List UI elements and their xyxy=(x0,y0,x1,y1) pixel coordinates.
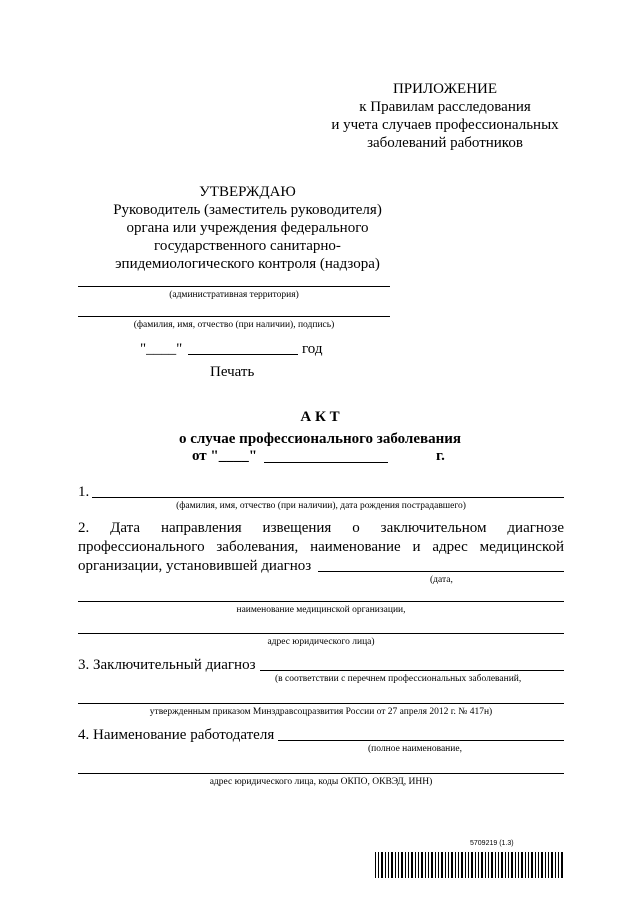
field3-hint2: утвержденным приказом Минздравсоцразвития России от 27 апреля 2012 г. № 417н) xyxy=(149,707,493,717)
barcode-bar xyxy=(425,852,426,878)
barcode-bar xyxy=(555,852,556,878)
act-title: А К Т xyxy=(300,409,340,425)
barcode-bar xyxy=(405,852,406,878)
barcode-bar xyxy=(378,852,379,878)
barcode-bar xyxy=(541,852,543,878)
field2-date-line[interactable] xyxy=(318,571,564,572)
barcode-bar xyxy=(475,852,476,878)
barcode-bar xyxy=(431,852,433,878)
act-subtitle: о случае профессионального заболевания xyxy=(178,431,461,447)
appendix-title: ПРИЛОЖЕНИЕ xyxy=(392,81,498,97)
barcode-bar xyxy=(548,852,549,878)
field2-hint-address: адрес юридического лица) xyxy=(267,637,375,647)
field2-hint-org: наименование медицинской организации, xyxy=(236,605,406,615)
field3-hint1: (в соответствии с перечнем профессиональных заболеваний, xyxy=(275,674,522,684)
barcode-bar xyxy=(465,852,466,878)
barcode-bar xyxy=(401,852,403,878)
barcode-bar xyxy=(501,852,503,878)
barcode-bar xyxy=(538,852,539,878)
field3-diagnosis-line[interactable] xyxy=(260,670,564,671)
barcode-bar xyxy=(558,852,559,878)
barcode-bar xyxy=(441,852,443,878)
signature-line[interactable] xyxy=(78,316,390,317)
signature-hint: (фамилия, имя, отчество (при наличии), подпись) xyxy=(133,320,335,330)
approve-block xyxy=(80,183,415,273)
barcode-bar xyxy=(488,852,489,878)
barcode-bar xyxy=(521,852,523,878)
barcode-bar xyxy=(391,852,393,878)
barcode-bar xyxy=(528,852,529,878)
barcode-bar xyxy=(511,852,513,878)
barcode-bar xyxy=(421,852,423,878)
barcode-bar xyxy=(551,852,553,878)
field4-employer-line[interactable] xyxy=(278,740,564,741)
approve-line: органа или учреждения федерального xyxy=(126,220,369,236)
barcode-bar xyxy=(531,852,533,878)
approve-title: УТВЕРЖДАЮ xyxy=(199,184,296,200)
appendix-block xyxy=(330,80,560,152)
barcode-bar xyxy=(411,852,413,878)
barcode-bar xyxy=(518,852,519,878)
barcode-bar xyxy=(485,852,486,878)
barcode-bar xyxy=(458,852,459,878)
territory-line[interactable] xyxy=(78,286,390,287)
field2-text-line3: организации, установившей диагноз xyxy=(78,558,312,574)
field1-line[interactable] xyxy=(92,497,564,498)
field2-text-line1: 2. Дата направления извещения о заключительном диагнозе xyxy=(78,520,564,536)
barcode-bar xyxy=(535,852,536,878)
field4-address-line[interactable] xyxy=(78,773,564,774)
barcode-bar xyxy=(481,852,483,878)
appendix-line: и учета случаев профессиональных xyxy=(331,117,559,133)
field3-label: 3. Заключительный диагноз xyxy=(78,657,256,673)
field1-hint: (фамилия, имя, отчество (при наличии), дата рождения пострадавшего) xyxy=(176,501,466,511)
barcode-bar xyxy=(461,852,463,878)
barcode-bar xyxy=(545,852,546,878)
barcode-bar xyxy=(438,852,439,878)
barcode-bar xyxy=(388,852,389,878)
barcode-bar xyxy=(385,852,386,878)
barcode-bar xyxy=(478,852,479,878)
approve-line: Руководитель (заместитель руководителя) xyxy=(113,202,382,218)
field1-number: 1. xyxy=(78,484,90,500)
appendix-line: к Правилам расследования xyxy=(359,99,531,115)
barcode-bar xyxy=(455,852,456,878)
field2-hint-date: (дата, xyxy=(430,575,453,585)
barcode-bar xyxy=(448,852,449,878)
approve-date-day: "____" xyxy=(140,341,183,357)
barcode-bar xyxy=(451,852,453,878)
barcode-bar xyxy=(381,852,383,878)
barcode-bar xyxy=(468,852,469,878)
barcode-bar xyxy=(375,852,376,878)
field2-address-line[interactable] xyxy=(78,633,564,634)
approve-line: государственного санитарно- xyxy=(154,238,341,254)
barcode-bar xyxy=(418,852,419,878)
barcode-bar xyxy=(445,852,446,878)
field3-line2[interactable] xyxy=(78,703,564,704)
barcode-bar xyxy=(508,852,509,878)
act-date-day: от "____" xyxy=(192,448,258,464)
barcode-bar xyxy=(408,852,409,878)
barcode-bar xyxy=(428,852,429,878)
barcode-bar xyxy=(435,852,436,878)
appendix-line: заболеваний работников xyxy=(367,135,523,151)
barcode-bar xyxy=(495,852,496,878)
field2-text-line2: профессионального заболевания, наименование и адрес медицинской xyxy=(78,539,564,555)
barcode-image xyxy=(375,852,565,878)
barcode-code: 5709219 (1.3) xyxy=(470,840,514,847)
approve-date-year: год xyxy=(302,341,323,357)
seal-label: Печать xyxy=(210,364,255,380)
act-date-line[interactable] xyxy=(264,462,388,463)
barcode-bar xyxy=(491,852,493,878)
barcode-bar xyxy=(525,852,526,878)
barcode-bar xyxy=(498,852,499,878)
approve-date-line[interactable] xyxy=(188,354,298,355)
field4-hint1: (полное наименование, xyxy=(368,744,462,754)
approve-line: эпидемиологического контроля (надзора) xyxy=(115,256,380,272)
barcode-bar xyxy=(515,852,516,878)
field4-label: 4. Наименование работодателя xyxy=(78,727,275,743)
barcode-bar xyxy=(398,852,399,878)
barcode-bar xyxy=(395,852,396,878)
field4-hint2: адрес юридического лица, коды ОКПО, ОКВЭД, ИНН) xyxy=(209,777,433,787)
field2-org-line[interactable] xyxy=(78,601,564,602)
barcode-bar xyxy=(471,852,473,878)
barcode-bar xyxy=(415,852,416,878)
barcode-bar xyxy=(505,852,506,878)
barcode-bar xyxy=(561,852,563,878)
territory-hint: (административная территория) xyxy=(169,290,299,300)
act-year-suffix: г. xyxy=(436,448,445,464)
